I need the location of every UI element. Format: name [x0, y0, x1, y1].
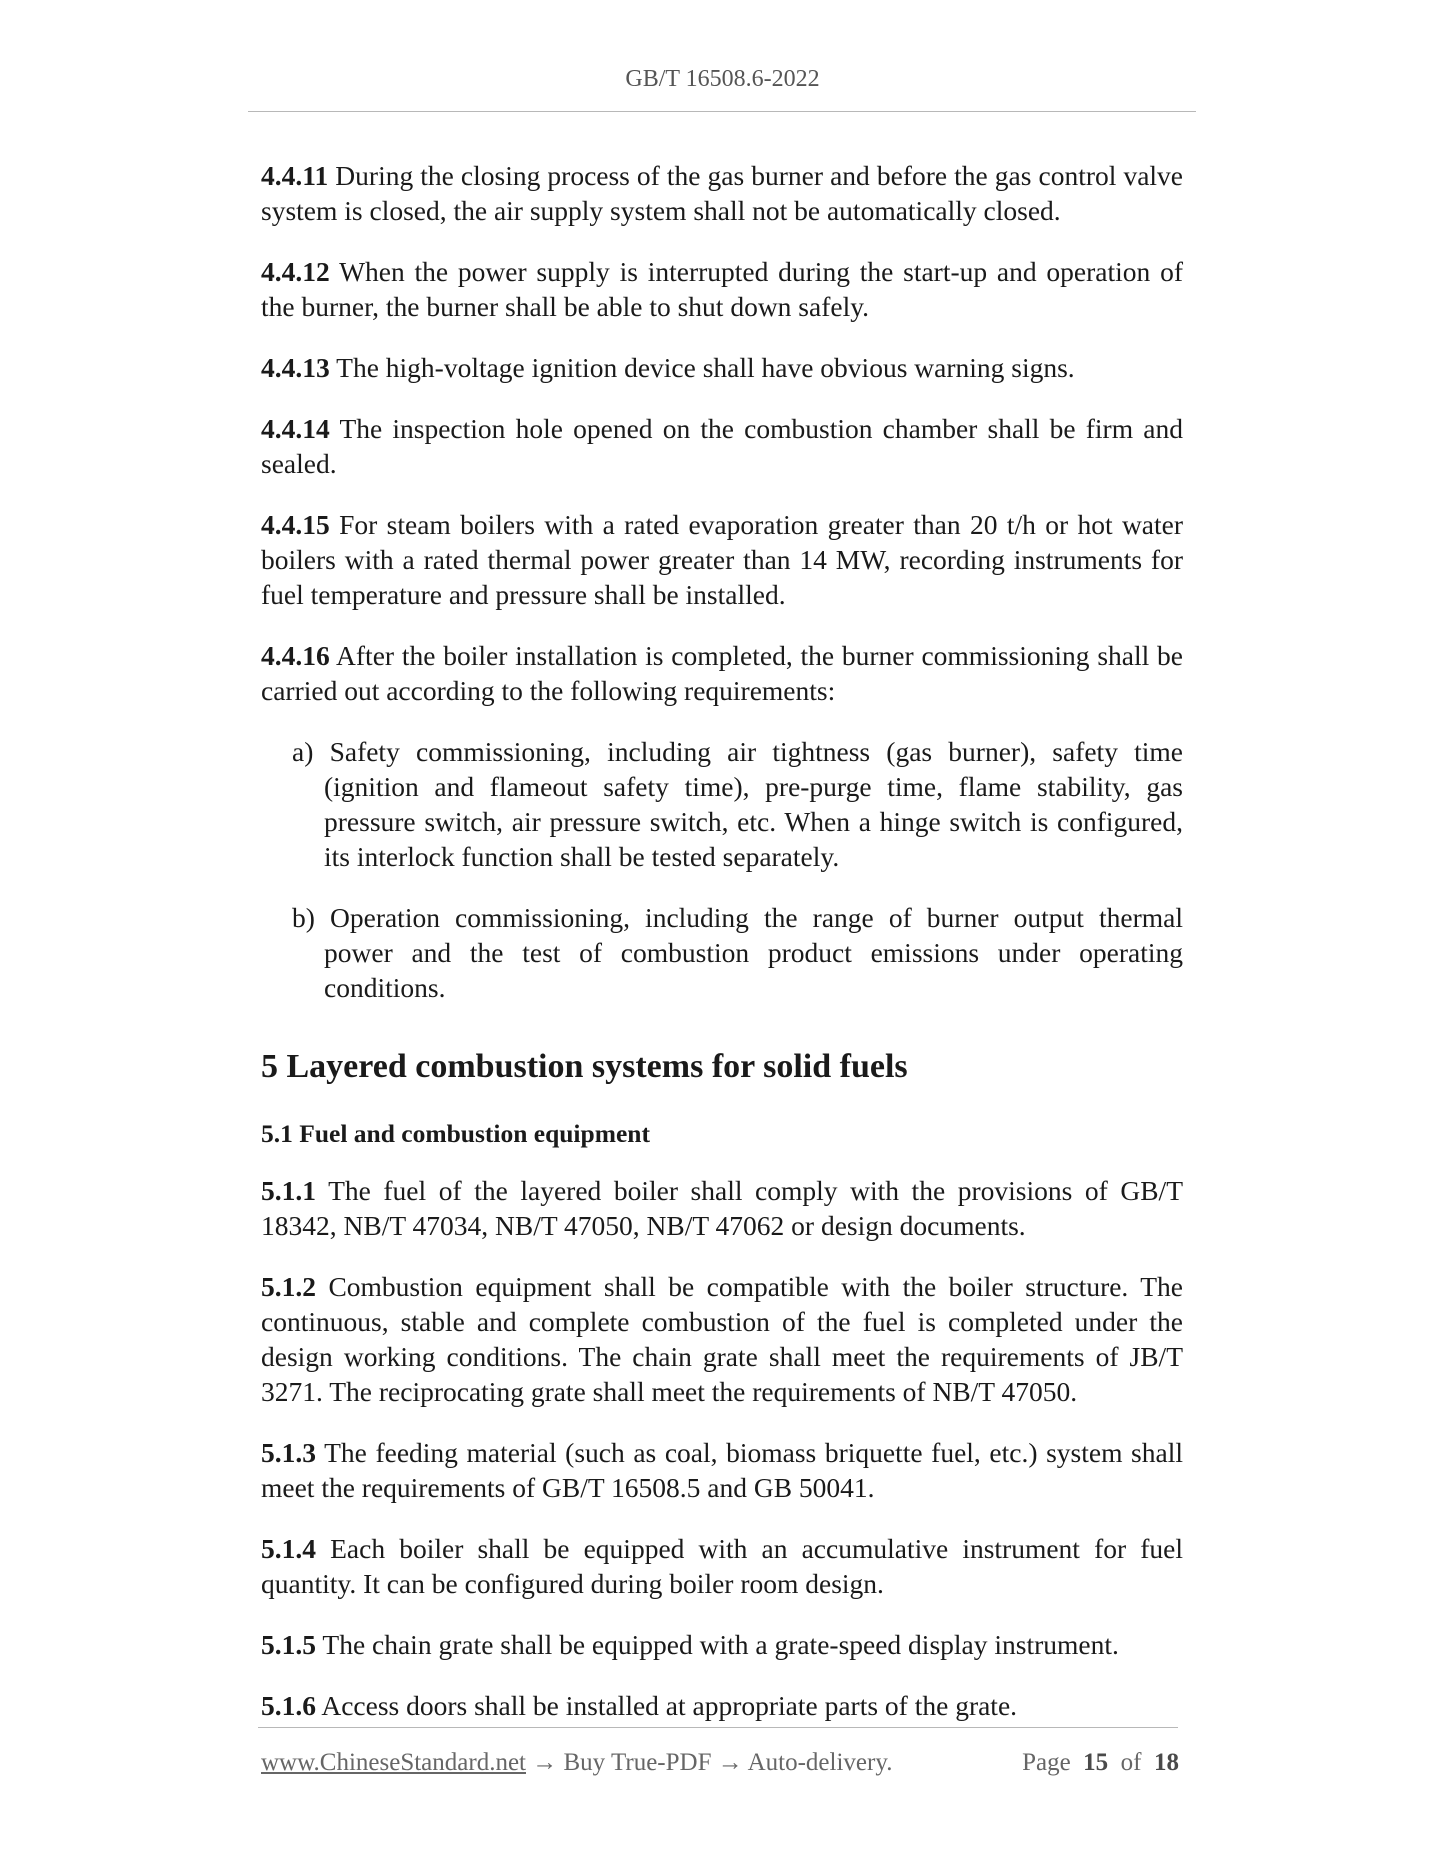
arrow-right-icon: → — [532, 1749, 558, 1776]
clause-number: 4.4.13 — [261, 352, 330, 383]
clause-5-1-5 — [261, 1627, 1183, 1662]
clause-text: After the boiler installation is completed, the burner commissioning shall be carried out according to the following requirements: — [261, 640, 1184, 706]
clause-text: Each boiler shall be equipped with an accumulative instrument for fuel quantity. It can be configured during boiler room design. — [261, 1533, 1184, 1599]
footer-divider — [258, 1727, 1178, 1728]
clause-number: 5.1.6 — [261, 1690, 316, 1721]
clause-5-1-3 — [261, 1435, 1183, 1505]
clause-text: The high-voltage ignition device shall have obvious warning signs. — [336, 352, 1075, 383]
list-item-a — [261, 734, 1183, 874]
clause-number: 5.1.4 — [261, 1533, 316, 1564]
clause-text: Combustion equipment shall be compatible with the boiler structure. The continuous, stable and complete combustion of the fuel is completed under the design working conditions. The chain grate shall meet the requirements of JB/T 3271. The reciprocating grate shall meet the requirements of NB/T 47050. — [261, 1271, 1183, 1407]
auto-delivery-text: Auto-delivery. — [747, 1749, 893, 1776]
clause-number: 4.4.14 — [261, 413, 330, 444]
clause-4-4-12 — [261, 254, 1183, 324]
arrow-right-icon: → — [717, 1749, 743, 1776]
header-divider — [248, 111, 1196, 112]
clause-number: 4.4.16 — [261, 640, 330, 671]
list-item-b — [261, 900, 1183, 1005]
clause-4-4-13 — [261, 350, 1183, 385]
clause-5-1-1 — [261, 1173, 1183, 1243]
clause-number: 4.4.15 — [261, 509, 330, 540]
list-item-text: Operation commissioning, including the range of burner output thermal power and the test of combustion product emissions under operating conditions. — [324, 902, 1183, 1003]
clause-4-4-16 — [261, 638, 1183, 708]
clause-text: When the power supply is interrupted during the start-up and operation of the burner, the burner shall be able to shut down safely. — [261, 256, 1183, 322]
clause-text: Access doors shall be installed at appropriate parts of the grate. — [321, 1690, 1018, 1721]
clause-text: During the closing process of the gas burner and before the gas control valve system is closed, the air supply system shall not be automatically closed. — [261, 160, 1184, 226]
clause-text: The chain grate shall be equipped with a grate-speed display instrument. — [322, 1629, 1119, 1660]
clause-number: 4.4.11 — [261, 160, 329, 191]
list-item-text: Safety commissioning, including air tightness (gas burner), safety time (ignition and flameout safety time), pre-purge time, flame stability, gas pressure switch, air pressure switch, etc. When a hinge switch is configured, its interlock function shall be tested separately. — [324, 736, 1184, 872]
clause-4-4-11 — [261, 158, 1183, 228]
clause-number: 5.1.2 — [261, 1271, 316, 1302]
subsection-heading: 5.1 Fuel and combustion equipment — [261, 1119, 650, 1148]
clause-text: The fuel of the layered boiler shall comply with the provisions of GB/T 18342, NB/T 47034, NB/T 47050, NB/T 47062 or design documents. — [261, 1175, 1183, 1241]
clause-text: The feeding material (such as coal, biomass briquette fuel, etc.) system shall meet the requirements of GB/T 16508.5 and GB 50041. — [261, 1437, 1184, 1503]
clause-text: The inspection hole opened on the combustion chamber shall be firm and sealed. — [261, 413, 1183, 479]
clause-4-4-14 — [261, 411, 1183, 481]
clause-number: 5.1.3 — [261, 1437, 316, 1468]
clause-4-4-15 — [261, 507, 1183, 612]
clause-text: For steam boilers with a rated evaporation greater than 20 t/h or hot water boilers with a rated thermal power greater than 14 MW, recording instruments for fuel temperature and pressure shall be installed. — [261, 509, 1184, 610]
page-label: Page — [1022, 1749, 1071, 1776]
list-marker: a) — [292, 736, 314, 767]
page-number — [1022, 1749, 1179, 1777]
page-current: 15 — [1083, 1749, 1109, 1776]
of-label: of — [1120, 1749, 1142, 1776]
page-header-title: GB/T 16508.6-2022 — [625, 66, 820, 92]
footer-left — [261, 1749, 892, 1777]
document-body — [261, 158, 1183, 1749]
clause-5-1-6 — [261, 1688, 1183, 1723]
list-marker: b) — [292, 902, 315, 933]
website-link[interactable]: www.ChineseStandard.net — [261, 1749, 526, 1776]
clause-5-1-2 — [261, 1269, 1183, 1409]
page-footer — [261, 1749, 1179, 1777]
page-total: 18 — [1154, 1749, 1179, 1776]
buy-pdf-text: Buy True-PDF — [563, 1749, 712, 1776]
clause-number: 5.1.5 — [261, 1629, 316, 1660]
clause-number: 5.1.1 — [261, 1175, 316, 1206]
clause-5-1-4 — [261, 1531, 1183, 1601]
clause-number: 4.4.12 — [261, 256, 330, 287]
section-heading: 5 Layered combustion systems for solid fuels — [261, 1048, 908, 1085]
